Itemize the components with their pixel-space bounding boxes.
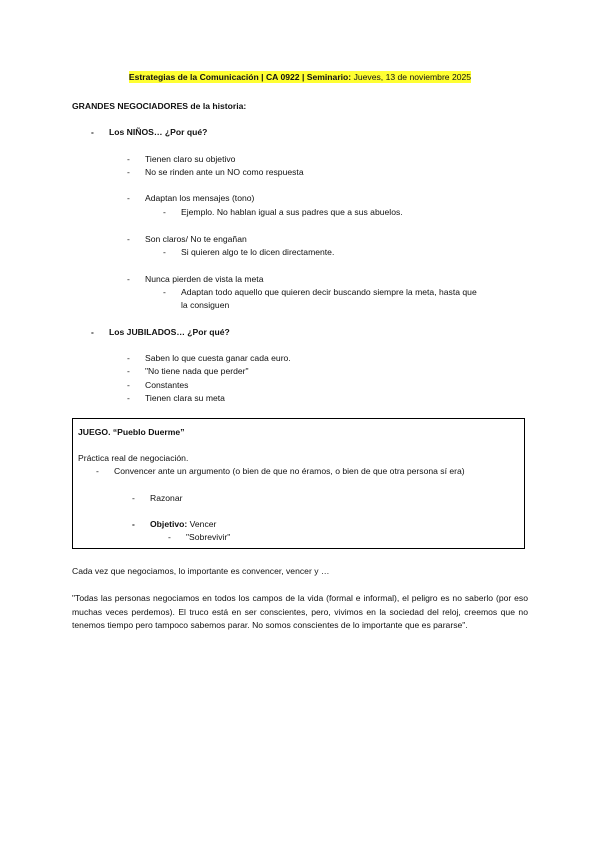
juego-line: "Sobrevivir" xyxy=(186,532,231,542)
bullet-dash: - xyxy=(163,287,166,297)
juego-line: Convencer ante un argumento (o bien de que no éramos, o bien de que otra persona sí era) xyxy=(114,466,465,476)
bullet-dash: - xyxy=(96,466,99,476)
objetivo-value: Vencer xyxy=(187,519,217,529)
bullet-dash: - xyxy=(127,154,130,164)
header-title: Estrategias de la Comunicación | CA 0922 | Seminario: xyxy=(128,72,352,82)
list-item: Constantes xyxy=(145,380,189,390)
closing-line: Cada vez que negociamos, lo importante es convencer, vencer y … xyxy=(72,566,330,576)
bullet-dash: - xyxy=(127,353,130,363)
list-item: No se rinden ante un NO como respuesta xyxy=(145,167,304,177)
bullet-dash: - xyxy=(127,234,130,244)
objetivo-label: Objetivo: xyxy=(150,519,188,529)
juego-objetivo xyxy=(150,519,216,529)
bullet-dash: - xyxy=(132,493,135,503)
list-subitem-continued: la consiguen xyxy=(181,300,230,310)
bullet-dash: - xyxy=(127,167,130,177)
juego-box xyxy=(72,418,525,549)
document-header xyxy=(0,72,600,82)
bullet-dash: - xyxy=(127,274,130,284)
juego-line: Práctica real de negociación. xyxy=(78,453,189,463)
bullet-dash: - xyxy=(163,247,166,257)
bullet-dash: - xyxy=(91,327,94,337)
bullet-dash: - xyxy=(163,207,166,217)
bullet-dash: - xyxy=(127,380,130,390)
juego-line: Razonar xyxy=(150,493,183,503)
juego-title: JUEGO. “Pueblo Duerme” xyxy=(78,427,185,437)
list-item: Saben lo que cuesta ganar cada euro. xyxy=(145,353,291,363)
list-item: Nunca pierden de vista la meta xyxy=(145,274,264,284)
list-item: Tienen claro su objetivo xyxy=(145,154,236,164)
bullet-dash: - xyxy=(168,532,171,542)
list-item: "No tiene nada que perder" xyxy=(145,366,249,376)
header-highlight xyxy=(129,71,471,83)
list-item: Son claros/ No te engañan xyxy=(145,234,247,244)
bullet-dash: - xyxy=(127,366,130,376)
quote-paragraph: "Todas las personas negociamos en todos los campos de la vida (formal e informal), el peligro es no saberlo (por eso muchas veces perdemos). El truco está en ser conscientes, pero, vivimos en la sociedad del reloj, creemos que no tenemos tiempo pero tampoco sabemos parar. No somos conscientes de lo importante que es pararse". xyxy=(72,593,528,630)
ninos-title: Los NIÑOS… ¿Por qué? xyxy=(109,127,208,137)
list-subitem: Ejemplo. No hablan igual a sus padres que a sus abuelos. xyxy=(181,207,403,217)
bullet-dash: - xyxy=(132,519,135,529)
bullet-dash: - xyxy=(127,193,130,203)
section-heading: GRANDES NEGOCIADORES de la historia: xyxy=(72,101,247,111)
list-item: Adaptan los mensajes (tono) xyxy=(145,193,255,203)
jubilados-title: Los JUBILADOS… ¿Por qué? xyxy=(109,327,230,337)
list-item: Tienen clara su meta xyxy=(145,393,225,403)
header-date: Jueves, 13 de noviembre 2025 xyxy=(353,72,472,82)
bullet-dash: - xyxy=(127,393,130,403)
list-subitem: Adaptan todo aquello que quieren decir buscando siempre la meta, hasta que xyxy=(181,287,477,297)
bullet-dash: - xyxy=(91,127,94,137)
list-subitem: Si quieren algo te lo dicen directamente. xyxy=(181,247,335,257)
